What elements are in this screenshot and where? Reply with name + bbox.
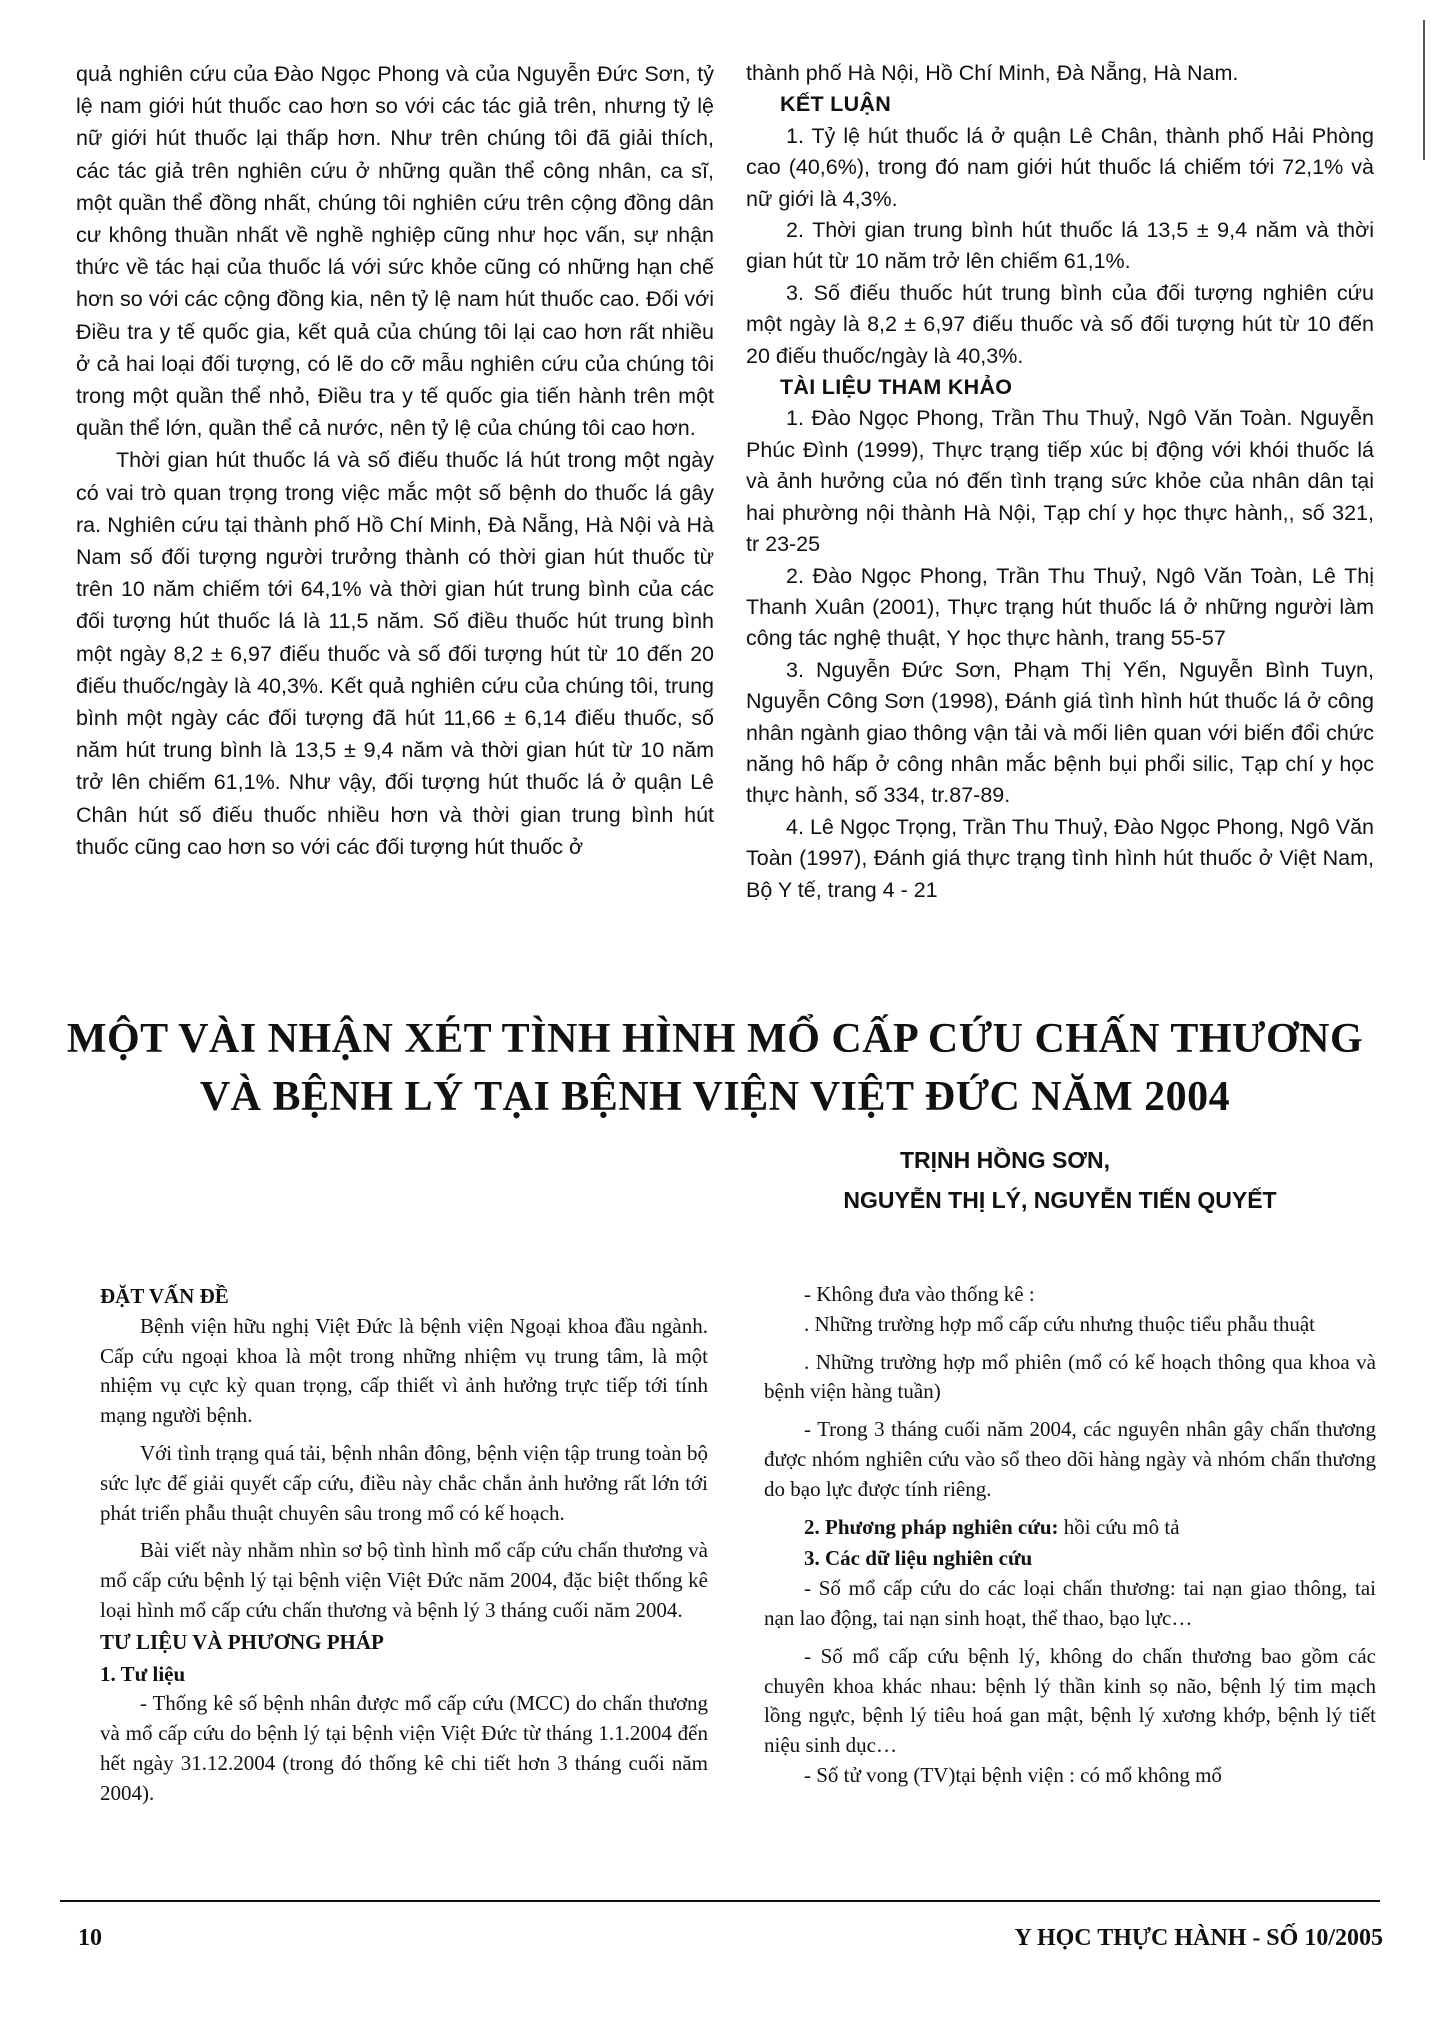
list-item: - Trong 3 tháng cuối năm 2004, các nguyên nhân gây chấn thương được nhóm nghiên cứu vào sổ theo dõi hàng ngày và nhóm chấn thương do bạo lực được tính riêng. bbox=[764, 1417, 1376, 1501]
reference-item: 1. Đào Ngọc Phong, Trần Thu Thuỷ, Ngô Văn Toàn. Nguyễn Phúc Đình (1999), Thực trạng tiếp xúc bị động với khói thuốc lá và ảnh hưởng của nó đến tình trạng sức khỏe của nhân dân tại hai phường nội thành Hà Nội, Tạp chí y học thực hành,, số 321, tr 23-25 bbox=[746, 406, 1374, 557]
method-text: hồi cứu mô tả bbox=[1058, 1514, 1180, 1539]
top-right-column bbox=[746, 58, 1374, 906]
list-item: - Số mổ cấp cứu bệnh lý, không do chấn thương bao gồm các chuyên khoa khác nhau: bệnh lý thần kinh sọ não, bệnh lý tim mạch lồng ngực, bệnh lý tiêu hoá gan mật, bệnh lý xương khớp, bệnh lý tiết niệu sinh dục… bbox=[764, 1643, 1376, 1758]
conclusion-item: 3. Số điếu thuốc hút trung bình của đối tượng nghiên cứu một ngày là 8,2 ± 6,97 điếu thuốc và số đối tượng hút từ 10 đến 20 điếu thuốc/ngày là 40,3%. bbox=[746, 280, 1374, 368]
references-heading: TÀI LIỆU THAM KHẢO bbox=[780, 375, 1013, 400]
list-item: . Những trường hợp mổ cấp cứu nhưng thuộc tiểu phẫu thuật bbox=[804, 1311, 1315, 1336]
page-number: 10 bbox=[78, 1925, 102, 1951]
body-paragraph: Thời gian hút thuốc lá và số điếu thuốc lá hút trong một ngày có vai trò quan trọng trong việc mắc một số bệnh do thuốc lá gây ra. Nghiên cứu tại thành phố Hồ Chí Minh, Đà Nẵng, Hà Nội và Hà Nam số đối tượng người trưởng thành có thời gian hút thuốc từ trên 10 năm chiếm tới 64,1% và thời gian hút trung bình của các đối tượng hút thuốc lá là 11,5 năm. Số điều thuốc hút trung bình một ngày 8,2 ± 6,97 điếu thuốc và số đối tượng hút từ 10 đến 20 điếu thuốc/ngày là 40,3%. Kết quả nghiên cứu của chúng tôi, trung bình một ngày các đối tượng đã hút 11,66 ± 6,14 điếu thuốc, số năm hút trung bình là 13,5 ± 9,4 năm và thời gian hút từ 10 năm trở lên chiếm 61,1%. Như vậy, đối tượng hút thuốc lá ở quận Lê Chân hút số điếu thuốc nhiều hơn và thời gian trung bình hút thuốc cũng cao hơn so với các đối tượng hút thuốc ở bbox=[76, 448, 714, 859]
intro-heading: ĐẶT VẤN ĐỀ bbox=[100, 1284, 229, 1308]
list-item: - Không đưa vào thống kê : bbox=[804, 1282, 1035, 1306]
list-item: . Những trường hợp mổ phiên (mổ có kế hoạch thông qua khoa và bệnh viện hàng tuần) bbox=[764, 1349, 1376, 1404]
article-title bbox=[60, 1010, 1370, 1126]
conclusion-heading: KẾT LUẬN bbox=[780, 92, 892, 117]
method-line bbox=[764, 1513, 1376, 1543]
list-item: - Số tử vong (TV)tại bệnh viện : có mổ không mổ bbox=[804, 1762, 1222, 1787]
list-item: - Số mổ cấp cứu do các loại chấn thương: tai nạn giao thông, tai nạn lao động, tai nạn sinh hoạt, thể thao, bạo lực… bbox=[764, 1576, 1376, 1630]
top-left-column bbox=[76, 58, 714, 863]
conclusion-item: 1. Tỷ lệ hút thuốc lá ở quận Lê Chân, thành phố Hải Phòng cao (40,6%), trong đó nam giới hút thuốc lá chiếm tới 72,1% và nữ giới là 4,3%. bbox=[746, 123, 1374, 211]
journal-name: Y HỌC THỰC HÀNH - SỐ 10/2005 bbox=[1014, 1925, 1383, 1951]
body-paragraph: - Thống kê số bệnh nhân được mổ cấp cứu (MCC) do chấn thương và mổ cấp cứu do bệnh lý tại bệnh viện Việt Đức từ tháng 1.1.2004 đến hết ngày 31.12.2004 (trong đó thống kê chi tiết hơn 3 tháng cuối năm 2004). bbox=[100, 1691, 708, 1805]
article-title-line: MỘT VÀI NHẬN XÉT TÌNH HÌNH MỔ CẤP CỨU CHẤN THƯƠNG bbox=[66, 1016, 1364, 1062]
body-paragraph: Với tình trạng quá tải, bệnh nhân đông, bệnh viện tập trung toàn bộ sức lực để giải quyết cấp cứu, điều này chắc chắn ảnh hưởng rất lớn tới phát triển phẫu thuật chuyên sâu trong mổ có kế hoạch. bbox=[100, 1440, 708, 1525]
data-heading: 3. Các dữ liệu nghiên cứu bbox=[804, 1546, 1033, 1571]
body-paragraph: Bệnh viện hữu nghị Việt Đức là bệnh viện Ngoại khoa đầu ngành. Cấp cứu ngoại khoa là một trong những nhiệm vụ trung tâm, là một nhiệm vụ cực kỳ quan trọng, cấp thiết vì ảnh hưởng trực tiếp tới tính mạng người bệnh. bbox=[100, 1313, 708, 1428]
reference-item: 4. Lê Ngọc Trọng, Trần Thu Thuỷ, Đào Ngọc Phong, Ngô Văn Toàn (1997), Đánh giá thực trạng tình hình hút thuốc ở Việt Nam, Bộ Y tế, trang 4 - 21 bbox=[746, 814, 1374, 902]
scan-edge-mark bbox=[1423, 20, 1425, 160]
footer-rule bbox=[60, 1900, 1380, 1902]
author-line: NGUYỄN THỊ LÝ, NGUYỄN TIẾN QUYẾT bbox=[843, 1187, 1277, 1213]
body-paragraph: Bài viết này nhằm nhìn sơ bộ tình hình mổ cấp cứu chấn thương và mổ cấp cứu bệnh lý tại bệnh viện Việt Đức năm 2004, đặc biệt thống kê loại hình mổ cấp cứu chấn thương và bệnh lý 3 tháng cuối năm 2004. bbox=[100, 1538, 708, 1622]
method-label: 2. Phương pháp nghiên cứu: bbox=[804, 1514, 1059, 1539]
author-line: TRỊNH HỒNG SƠN, bbox=[899, 1147, 1110, 1173]
reference-item: 2. Đào Ngọc Phong, Trần Thu Thuỷ, Ngô Văn Toàn, Lê Thị Thanh Xuân (2001), Thực trạng hút thuốc lá ở những người làm công tác nghệ thuật, Y học thực hành, trang 55-57 bbox=[746, 563, 1374, 651]
body-paragraph: thành phố Hà Nội, Hồ Chí Minh, Đà Nẵng, Hà Nam. bbox=[746, 61, 1239, 85]
article-right-column bbox=[764, 1280, 1376, 1791]
article-title-line: VÀ BỆNH LÝ TẠI BỆNH VIỆN VIỆT ĐỨC NĂM 2004 bbox=[199, 1074, 1231, 1120]
reference-item: 3. Nguyễn Đức Sơn, Phạm Thị Yến, Nguyễn Bình Tuyn, Nguyễn Công Sơn (1998), Đánh giá tình hình hút thuốc lá ở công nhân ngành giao thông vận tải và mối liên quan với biến đổi chức năng hô hấp ở công nhân mắc bệnh bụi phổi silic, Tạp chí y học thực hành, số 334, tr.87-89. bbox=[746, 657, 1374, 808]
conclusion-item: 2. Thời gian trung bình hút thuốc lá 13,5 ± 9,4 năm và thời gian hút từ 10 năm trở lên chiếm 61,1%. bbox=[746, 218, 1374, 274]
body-paragraph: quả nghiên cứu của Đào Ngọc Phong và của Nguyễn Đức Sơn, tỷ lệ nam giới hút thuốc cao hơn so với các tác giả trên, nhưng tỷ lệ nữ giới hút thuốc lại thấp hơn. Như trên chúng tôi đã giải thích, các tác giả trên nghiên cứu ở những quần thể công nhân, ca sĩ, một quần thể đồng nhất, chúng tôi nghiên cứu trên cộng đồng dân cư không thuần nhất về nghề nghiệp cũng như học vấn, sự nhận thức về tác hại của thuốc lá với sức khỏe cũng có những hạn chế hơn so với các cộng đồng kia, nên tỷ lệ nam hút thuốc cao. Đối với Điều tra y tế quốc gia, kết quả của chúng tôi lại cao hơn rất nhiều ở cả hai loại đối tượng, có lẽ do cỡ mẫu nghiên cứu của chúng tôi trong một quần thể nhỏ, Điều tra y tế quốc gia tiến hành trên một quần thể lớn, quần thể cả nước, nên tỷ lệ của chúng tôi cao hơn. bbox=[76, 62, 714, 441]
materials-heading: 1. Tư liệu bbox=[100, 1661, 186, 1686]
article-left-column bbox=[100, 1280, 708, 1809]
authors-block bbox=[760, 1140, 1360, 1220]
methods-heading: TƯ LIỆU VÀ PHƯƠNG PHÁP bbox=[100, 1629, 384, 1654]
